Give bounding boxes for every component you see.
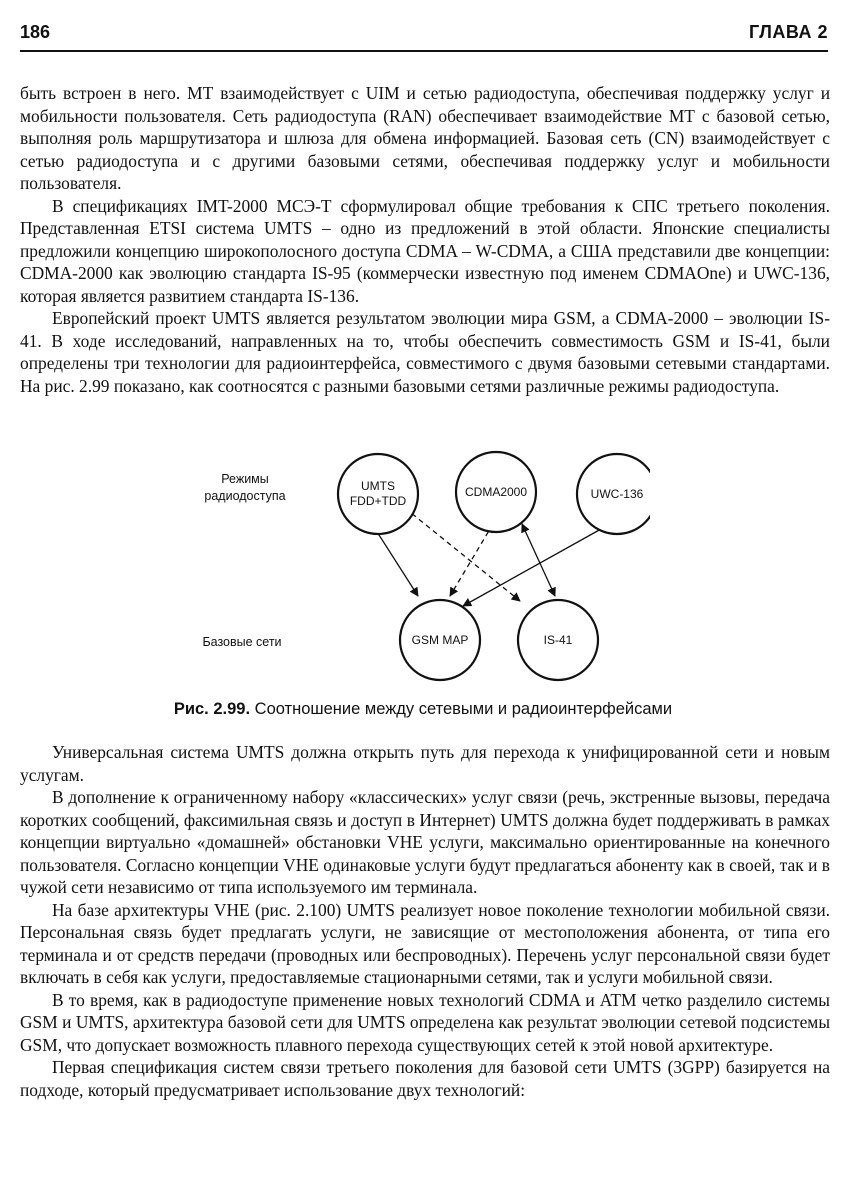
node-umts-label-line1: UMTS [361,479,395,493]
figure-caption [0,700,846,719]
network-diagram [180,446,650,686]
figure-caption-text: Соотношение между сетевыми и радиоинтерфейсами [250,700,673,718]
node-cdma2000-label: CDMA2000 [464,485,528,499]
figure-caption-number: Рис. 2.99. [173,700,251,718]
paragraph: быть встроен в него. МТ взаимодействует с UIM и сетью радиодоступа, обеспечивая поддержку услуг и мобильности пользователя. Сеть радиодоступа (RAN) обеспечивает взаимодействие МТ с базовой сетью, выполняя роль маршрутизатора и шлюза для обмена информацией. Базовая сеть (CN) взаимодействует с сетью радиодоступа и с другими базовыми сетями, обеспечивая поддержку услуг и мобильности пользователя. [20,83,830,193]
header-rule [20,50,828,52]
body-text-top [20,82,830,397]
node-umts-label-line2: FDD+TDD [349,494,407,508]
page-number: 186 [20,22,51,42]
link-uwc-gsm [463,524,610,606]
figure-2-99 [180,446,650,686]
node-gsm-map-label: GSM MAP [411,633,469,647]
link-cdma-gsm [450,524,493,596]
paragraph: В спецификациях IMT-2000 МСЭ-Т сформулировал общие требования к СПС третьего поколения. Представленная ETSI система UMTS – одно из предложений в этой области. Японские специалисты предложили концепцию широкополосного доступа CDMA – W-CDMA, а США представили две концепции: CDMA-2000 как эволюцию стандарта IS-95 (коммерчески известную под именем CDMAOne) и UWC-136, которая является развитием стандарта IS-136. [20,195,830,306]
node-uwc136-label: UWC-136 [590,487,644,501]
paragraph: Европейский проект UMTS является результатом эволюции мира GSM, а CDMA-2000 – эволюции IS-41. В ходе исследований, направленных на то, чтобы обеспечить совместимость GSM и IS-41, были определены три технологии для радиоинтерфейса, совместимого с двумя базовыми сетевыми стандартами. На рис. 2.99 показано, как соотносятся с разными базовыми сетями различные режимы радиодоступа. [20,308,830,396]
paragraph: На базе архитектуры VHE (рис. 2.100) UMTS реализует новое поколение технологии мобильной связи. Персональная связь будет предлагать услуги, не зависящие от местоположения абонента, от типа его терминала и от средств передачи (проводных или беспроводных). Перечень услуг персональной связи будет включать в себя как услуги, предоставляемые стационарными сетями, так и услуги мобильной связи. [20,899,830,987]
paragraph: Первая спецификация систем связи третьего поколения для базовой сети UMTS (3GPP) базируется на подходе, который предусматривает использование двух технологий: [20,1057,830,1100]
chapter-title: ГЛАВА 2 [749,22,828,42]
body-text-bottom [20,741,830,1101]
link-cdma-is41 [522,524,555,596]
label-radio-line2: радиодоступа [204,489,286,503]
paragraph: Универсальная система UMTS должна открыть путь для перехода к унифицированной сети и новым услугам. [20,742,830,785]
label-radio-line1: Режимы [221,472,269,486]
paragraph: В дополнение к ограниченному набору «классических» услуг связи (речь, экстренные вызовы, передача коротких сообщений, факсимильная связь и доступ в Интернет) UMTS должна будет поддерживать в рамках концепции виртуально «домашней» обстановки VHE услуги, максимально ориентированные на конечного пользователя. Согласно концепции VHE одинаковые услуги будут предлагаться абоненту как в своей, так и в чужой сети независимо от типа используемого им терминала. [20,787,830,897]
label-core-networks: Базовые сети [202,635,282,649]
paragraph: В то время, как в радиодоступе применение новых технологий CDMA и ATM четко разделило системы GSM и UMTS, архитектура базовой сети для UMTS определена как результат эволюции сетевой подсистемы GSM, что допускает возможность плавного перехода существующих сетей к этой новой архитектуре. [20,989,830,1055]
page-header [20,22,828,46]
node-is41-label: IS-41 [543,633,573,647]
